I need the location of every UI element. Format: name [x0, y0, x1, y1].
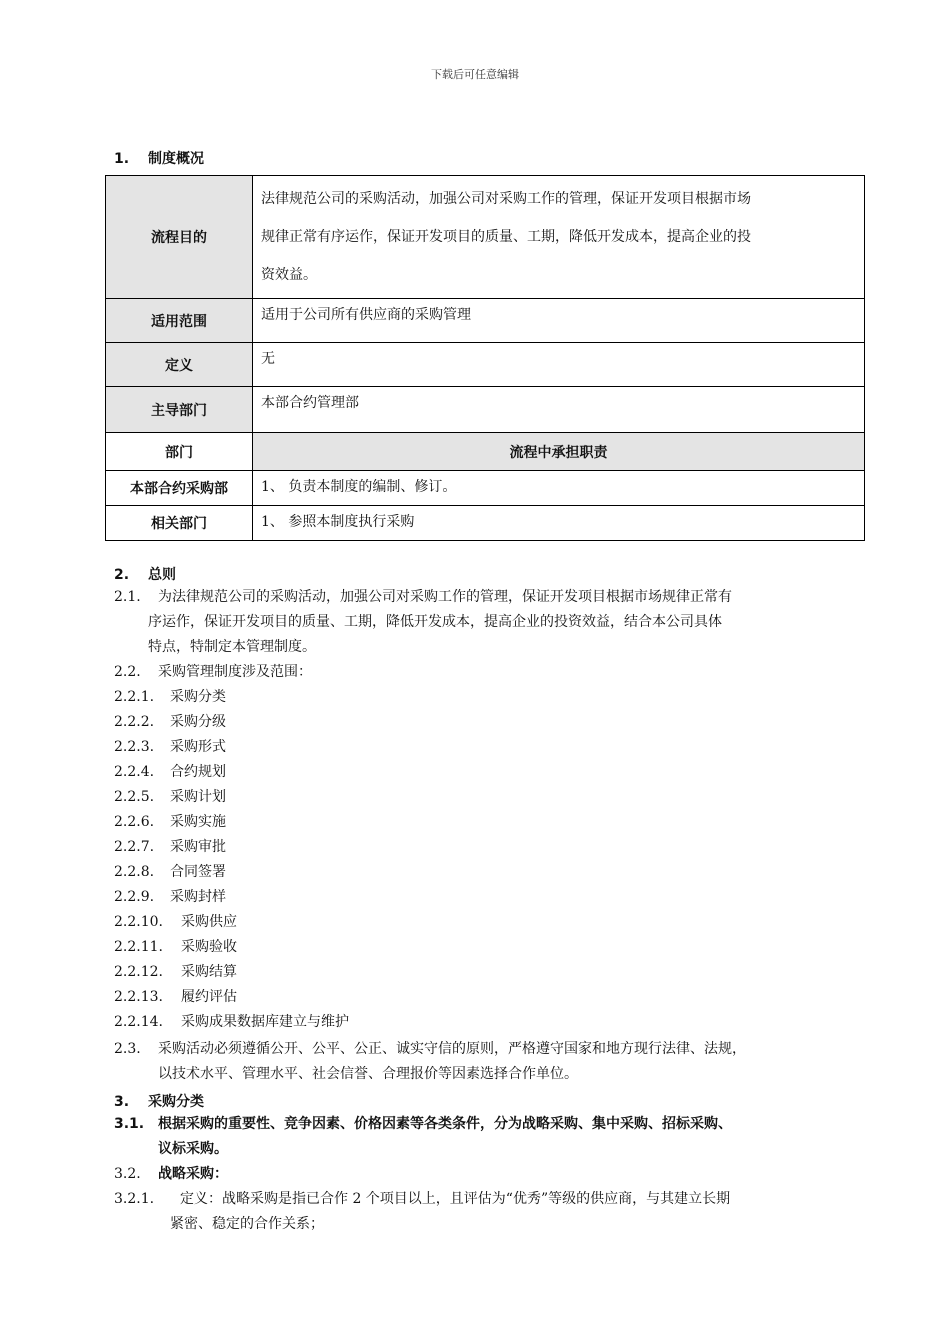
purpose-value [253, 176, 865, 299]
page-header: 下载后可任意编辑 [431, 68, 519, 81]
dept-header: 部门 [106, 433, 253, 471]
purpose-line: 规律正常有序运作，保证开发项目的质量、工期，降低开发成本，提高企业的投 [261, 229, 751, 245]
item-number: 2.2.14. [114, 1014, 163, 1030]
item-text: 采购分级 [170, 714, 226, 730]
clause-line: 采购管理制度涉及范围： [158, 664, 312, 680]
table-row-definition [106, 343, 865, 387]
scope-label: 适用范围 [106, 299, 253, 343]
item-number: 2.2.8. [114, 864, 155, 880]
table-row-lead-dept [106, 387, 865, 433]
item-text: 采购成果数据库建立与维护 [181, 1014, 349, 1030]
dept-cell: 本部合约采购部 [106, 471, 253, 506]
clause-line: 特点，特制定本管理制度。 [148, 639, 316, 655]
table-row [106, 506, 865, 541]
section-2-text: 总则 [148, 567, 176, 583]
section-3-text: 采购分类 [148, 1094, 204, 1110]
item-number: 2.2.12. [114, 964, 163, 980]
clause-number: 2.2. [114, 664, 141, 680]
section-3-title [114, 1091, 204, 1111]
item-number: 2.2.9. [114, 889, 155, 905]
scope-value: 适用于公司所有供应商的采购管理 [253, 299, 865, 343]
clause-number: 3.2. [114, 1166, 141, 1182]
item-number: 2.2.13. [114, 989, 163, 1005]
purpose-line: 法律规范公司的采购活动，加强公司对采购工作的管理，保证开发项目根据市场 [261, 191, 751, 207]
dept-cell: 相关部门 [106, 506, 253, 541]
table-row-header [106, 433, 865, 471]
item-text: 采购验收 [181, 939, 237, 955]
clause-line: 序运作，保证开发项目的质量、工期，降低开发成本，提高企业的投资效益，结合本公司具体 [148, 614, 722, 630]
item-number: 2.2.2. [114, 714, 155, 730]
item-number: 2.2.3. [114, 739, 155, 755]
definition-label: 定义 [106, 343, 253, 387]
item-text: 采购形式 [170, 739, 226, 755]
item-text: 采购实施 [170, 814, 226, 830]
duty-cell: 1、 参照本制度执行采购 [253, 506, 865, 541]
section-2-number: 2. [114, 567, 130, 583]
clause-line: 根据采购的重要性、竞争因素、价格因素等各类条件，分为战略采购、集中采购、招标采购、 [158, 1116, 732, 1132]
clause-number: 2.3. [114, 1041, 141, 1057]
clause-line: 定义：战略采购是指已合作 2 个项目以上，且评估为“优秀”等级的供应商，与其建立长期 [180, 1191, 731, 1207]
duty-cell: 1、 负责本制度的编制、修订。 [253, 471, 865, 506]
clause-line: 为法律规范公司的采购活动，加强公司对采购工作的管理，保证开发项目根据市场规律正常有 [158, 589, 732, 605]
purpose-line: 资效益。 [261, 267, 317, 283]
item-number: 2.2.11. [114, 939, 163, 955]
purpose-label: 流程目的 [106, 176, 253, 299]
clause-number: 3.2.1. [114, 1191, 155, 1207]
item-number: 2.2.1. [114, 689, 155, 705]
item-number: 2.2.4. [114, 764, 155, 780]
section-1-title [114, 148, 204, 168]
item-text: 采购封样 [170, 889, 226, 905]
clause-line: 以技术水平、管理水平、社会信誉、合理报价等因素选择合作单位。 [158, 1066, 578, 1082]
item-number: 2.2.7. [114, 839, 155, 855]
clause-line: 紧密、稳定的合作关系； [170, 1216, 324, 1232]
lead-dept-value: 本部合约管理部 [253, 387, 865, 433]
item-text: 采购计划 [170, 789, 226, 805]
item-text: 采购结算 [181, 964, 237, 980]
overview-table [105, 175, 865, 541]
section-3-number: 3. [114, 1094, 130, 1110]
section-2-title [114, 564, 176, 584]
item-text: 采购审批 [170, 839, 226, 855]
clause-line: 议标采购。 [158, 1141, 228, 1157]
table-row-purpose [106, 176, 865, 299]
item-number: 2.2.6. [114, 814, 155, 830]
item-number: 2.2.10. [114, 914, 163, 930]
item-text: 采购分类 [170, 689, 226, 705]
definition-value: 无 [253, 343, 865, 387]
table-row-scope [106, 299, 865, 343]
duty-header: 流程中承担职责 [253, 433, 865, 471]
lead-dept-label: 主导部门 [106, 387, 253, 433]
clause-number: 3.1. [114, 1116, 145, 1132]
clause-line: 战略采购： [158, 1166, 228, 1182]
table-row [106, 471, 865, 506]
clause-number: 2.1. [114, 589, 141, 605]
item-text: 采购供应 [181, 914, 237, 930]
item-text: 合同签署 [170, 864, 226, 880]
section-1-number: 1. [114, 151, 130, 167]
item-text: 合约规划 [170, 764, 226, 780]
item-number: 2.2.5. [114, 789, 155, 805]
item-text: 履约评估 [181, 989, 237, 1005]
section-1-text: 制度概况 [148, 151, 204, 167]
clause-line: 采购活动必须遵循公开、公平、公正、诚实守信的原则，严格遵守国家和地方现行法律、法规， [158, 1041, 746, 1057]
